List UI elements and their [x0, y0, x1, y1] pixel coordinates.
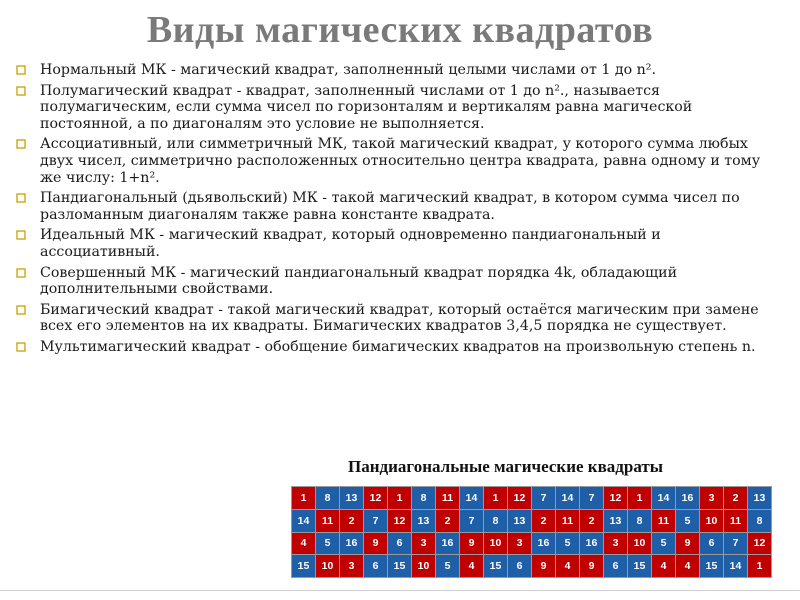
- square-cell: 14: [724, 555, 747, 577]
- square-cell: 6: [700, 533, 723, 555]
- list-item-text: Ассоциативный, или симметричный МК, такой магический квадрат, у которого сумма любых двух чисел, симметрично расположенных относительно центра квадрата, равна одному и тому же числу: 1+n².: [40, 136, 761, 186]
- square-cell: 4: [676, 555, 699, 577]
- squares-caption: Пандиагональные магические квадраты: [348, 457, 664, 476]
- square-cell: 15: [292, 555, 315, 577]
- square-cell: 1: [628, 487, 651, 509]
- square-cell: 4: [292, 533, 315, 555]
- square-cell: 2: [340, 510, 363, 532]
- list-item-text: Идеальный МК - магический квадрат, который одновременно пандиагональный и ассоциативный.: [40, 227, 661, 260]
- list-item-text: Полумагический квадрат - квадрат, заполненный числами от 1 до n²., называется полумагическим, если сумма чисел по горизонталям и вертикалям равна магической постоянной, а по диагоналям это условие не выполняется.: [40, 82, 693, 132]
- square-cell: 3: [604, 533, 627, 555]
- square-cell: 16: [340, 533, 363, 555]
- square-cell: 7: [724, 533, 747, 555]
- magic-square: [387, 486, 484, 578]
- square-cell: 15: [700, 555, 723, 577]
- square-cell: 14: [652, 487, 675, 509]
- square-cell: 13: [340, 487, 363, 509]
- square-cell: 5: [436, 555, 459, 577]
- square-cell: 3: [700, 487, 723, 509]
- bullet-icon: [16, 65, 26, 75]
- square-cell: 11: [316, 510, 339, 532]
- square-cell: 3: [508, 533, 531, 555]
- list-item: [14, 339, 784, 356]
- footer-divider: [0, 590, 800, 591]
- square-cell: 9: [460, 533, 483, 555]
- magic-square: [675, 486, 772, 578]
- square-cell: 16: [532, 533, 555, 555]
- square-cell: 2: [436, 510, 459, 532]
- square-cell: 12: [508, 487, 531, 509]
- list-item: [14, 227, 784, 260]
- square-cell: 7: [532, 487, 555, 509]
- list-item-text: Нормальный МК - магический квадрат, заполненный целыми числами от 1 до n².: [40, 62, 656, 78]
- square-cell: 5: [316, 533, 339, 555]
- slide-title: Виды магических квадратов: [146, 9, 654, 51]
- square-cell: 16: [676, 487, 699, 509]
- square-cell: 5: [652, 533, 675, 555]
- square-cell: 8: [316, 487, 339, 509]
- square-cell: 13: [412, 510, 435, 532]
- list-item-text: Мультимагический квадрат - обобщение бимагических квадратов на произвольную степень n.: [40, 338, 756, 355]
- square-cell: 1: [484, 487, 507, 509]
- square-cell: 11: [436, 487, 459, 509]
- square-cell: 8: [412, 487, 435, 509]
- square-cell: 7: [460, 510, 483, 532]
- square-cell: 6: [508, 555, 531, 577]
- square-cell: 10: [628, 533, 651, 555]
- square-cell: 8: [628, 510, 651, 532]
- bullet-icon: [16, 305, 26, 315]
- bullet-icon: [16, 139, 26, 149]
- square-cell: 12: [604, 487, 627, 509]
- list-item: [14, 62, 784, 79]
- bullet-icon: [16, 230, 26, 240]
- square-cell: 6: [388, 533, 411, 555]
- square-cell: 3: [412, 533, 435, 555]
- square-cell: 15: [484, 555, 507, 577]
- square-cell: 12: [388, 510, 411, 532]
- square-cell: 8: [484, 510, 507, 532]
- square-cell: 4: [460, 555, 483, 577]
- square-cell: 13: [748, 487, 771, 509]
- square-cell: 9: [676, 533, 699, 555]
- list-item: [14, 302, 784, 335]
- list-item: [14, 136, 784, 186]
- square-cell: 14: [556, 487, 579, 509]
- list-item: [14, 265, 784, 298]
- square-cell: 1: [388, 487, 411, 509]
- bullet-icon: [16, 268, 26, 278]
- square-cell: 12: [364, 487, 387, 509]
- square-cell: 4: [556, 555, 579, 577]
- square-cell: 11: [652, 510, 675, 532]
- square-cell: 1: [748, 555, 771, 577]
- square-cell: 5: [556, 533, 579, 555]
- list-item: [14, 83, 784, 133]
- square-cell: 11: [724, 510, 747, 532]
- list-item-text: Пандиагональный (дьявольский) МК - такой магический квадрат, в котором сумма чисел по разломанным диагоналям также равна константе квадрата.: [40, 190, 740, 223]
- square-cell: 5: [676, 510, 699, 532]
- square-cell: 9: [580, 555, 603, 577]
- square-cell: 13: [508, 510, 531, 532]
- square-cell: 14: [460, 487, 483, 509]
- square-cell: 10: [412, 555, 435, 577]
- list-item-text: Совершенный МК - магический пандиагональный квадрат порядка 4k, обладающий дополнительными свойствами.: [40, 264, 678, 298]
- definitions-list: [14, 62, 784, 360]
- magic-square: [579, 486, 676, 578]
- square-cell: 15: [388, 555, 411, 577]
- square-cell: 9: [532, 555, 555, 577]
- square-cell: 9: [364, 533, 387, 555]
- square-cell: 6: [604, 555, 627, 577]
- bullet-icon: [16, 193, 26, 203]
- list-item-text: Бимагический квадрат - такой магический квадрат, который остаётся магическим при замене всех его элементов на их квадраты. Бимагических квадратов 3,4,5 порядка не существует.: [40, 301, 759, 335]
- square-cell: 16: [580, 533, 603, 555]
- square-cell: 14: [292, 510, 315, 532]
- square-cell: 13: [604, 510, 627, 532]
- magic-square: [483, 486, 580, 578]
- square-cell: 7: [580, 487, 603, 509]
- bullet-icon: [16, 342, 26, 352]
- square-cell: 7: [364, 510, 387, 532]
- magic-square: [291, 486, 388, 578]
- square-cell: 2: [532, 510, 555, 532]
- square-cell: 2: [724, 487, 747, 509]
- square-cell: 15: [628, 555, 651, 577]
- list-item: [14, 190, 784, 223]
- square-cell: 10: [316, 555, 339, 577]
- square-cell: 16: [436, 533, 459, 555]
- square-cell: 11: [556, 510, 579, 532]
- square-cell: 10: [484, 533, 507, 555]
- square-cell: 6: [364, 555, 387, 577]
- square-cell: 1: [292, 487, 315, 509]
- square-cell: 8: [748, 510, 771, 532]
- square-cell: 4: [652, 555, 675, 577]
- square-cell: 2: [580, 510, 603, 532]
- square-cell: 12: [748, 533, 771, 555]
- square-cell: 3: [340, 555, 363, 577]
- bullet-icon: [16, 86, 26, 96]
- square-cell: 10: [700, 510, 723, 532]
